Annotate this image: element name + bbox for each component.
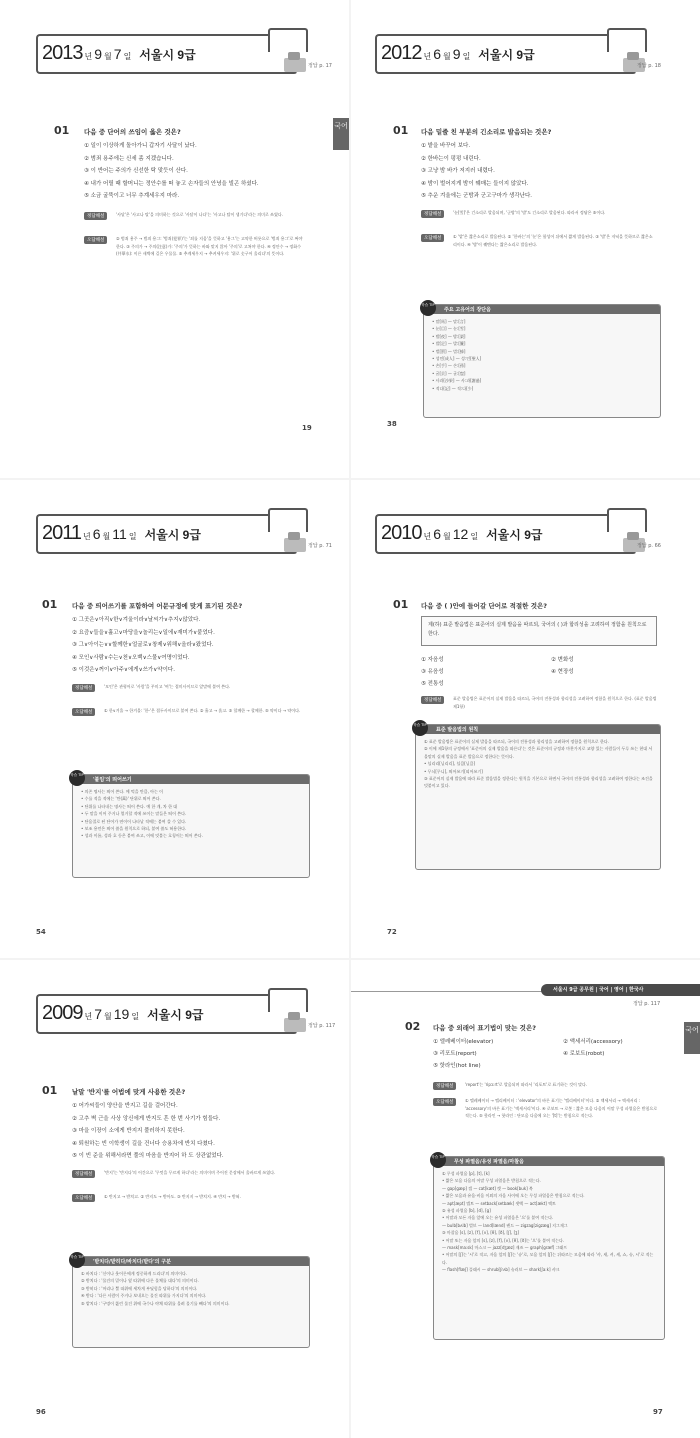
tip-item: — flash[flæʃ] 플래시 — shrub[ʃrʌb] 슈러브 — shark[ʃaːk] 샤크 — [442, 1267, 560, 1273]
page-2009 — [0, 960, 349, 1438]
tip-item: ③ 마찰음 [s], [z], [f], [v], [θ], [ð], [ʃ], [ʒ] — [442, 1230, 519, 1236]
tip-badge: 학습 TIP — [69, 770, 85, 786]
option[interactable]: ④ 내가 어릴 때 할머니는 정안수를 떠 놓고 손자들의 안녕을 빌곤 하셨다. — [84, 180, 259, 187]
tip-item: ① 무성 파열음 [p], [t], [k] — [442, 1171, 490, 1176]
tip-item: • 어말 또는 자음 앞의 [s], [z], [f], [v], [θ], [ð]는 '으'를 붙여 적는다. — [442, 1237, 565, 1243]
option[interactable]: ③ 이 반어는 주의가 신선한 탁 맞듯이 산다. — [84, 168, 188, 174]
tip-box — [423, 304, 661, 418]
wrong-explanation: ① 엘레베이터 → 엘리베이터 : 'elevator'의 바른 표기는 '엘리베이터'이다. ② 액세서리 → 액세서리 : 'accessory'의 바른 표기는 '액세서리'이다. ④ 로보트 → 로봇 : 짧은 모음 다음의 어말 무성 파열음은 받침으로 적는다. ⑤ 핫라인 → 핫라인 : 단모음 다음에 오는 '[t]'는 받침으로 적는다. — [465, 1098, 658, 1118]
page-number: 97 — [653, 1408, 663, 1416]
page-number: 96 — [36, 1408, 46, 1416]
tip-item: • 두 말을 이어 주거나 열거할 적에 쓰이는 말들은 띄어 쓴다. — [81, 811, 187, 817]
option[interactable]: ② 액세서리(accessory) — [563, 1039, 623, 1045]
option[interactable]: ⑤ 핫라인(hot line) — [433, 1063, 481, 1069]
question-stem: 다음 중 외래어 표기법이 맞는 것은? — [433, 1024, 536, 1032]
option[interactable]: ④ 밤이 벌어지게 밤이 꿰매는 들이지 않았다. — [421, 180, 529, 187]
tip-item: • 적다[記] — 적:다[少] — [432, 385, 474, 391]
answer-explanation: '눈[雪]'은 긴소리로 발음되며, '군밤'의 '밤'도 긴소리로 발음된다. 따라서 정답은 ⑤이다. — [453, 210, 606, 215]
tip-item: ② 이에 제1항의 규정에서 '표준어의 실제 발음을 따른다'는 것은 표준어의 규정과 마찬가지로 교양 있는 사람들이 두루 쓰는 현대 서울말의 실제 발음을 표준 발음으로 정한다는 뜻이다. — [424, 746, 653, 759]
wrong-explanation: ② 범죄 용주 → 범죄 용그: '범죄(犯罪)'는 '죄를 지음'을 뜻하고 '용그'는 고약한 버릇으로 '범죄 용그'로 써야 한다. ③ 주의가 → 주의(注意)가: '주의'가 뜻하는 바와 맞지 않아 '주의'로 고쳐야 한다. ④ 정안수 → 정화수(井華水): 이른 새벽에 길은 우물물. ⑤ 추계세우지 → 추켜세우지: '위로 솟구어 올리다'의 뜻이다. — [116, 236, 303, 256]
exam-header — [36, 508, 332, 554]
tip-item: • 발[足] — 발:[簾] — [432, 341, 466, 347]
option[interactable]: ① 일이 이상하게 돌아가니 갑자기 사달이 났다. — [84, 143, 197, 149]
wrong-tag: 오답해설 — [72, 708, 95, 716]
book-icon — [284, 1018, 306, 1032]
tip-item: • 단위를 나타내는 명사는 띄어 쓴다. 예 한 개, 차 한 대 — [81, 803, 178, 809]
option[interactable]: ② 한바는이 펑펑 내린다. — [421, 155, 481, 162]
page-number: 19 — [302, 424, 312, 432]
exam-header — [36, 988, 336, 1034]
tip-item: • 단음절로 된 단어가 연이어 나타날 적에는 붙여 쓸 수 있다. — [81, 818, 187, 824]
exam-title: 2012 년 6 월 9 일 서울시 9급 — [381, 42, 535, 64]
tip-item: • 무늬[무니], 띄어쓰기[띠어쓰기] — [424, 768, 483, 774]
question-number: 01 — [393, 598, 409, 611]
page-number: 72 — [387, 928, 397, 936]
exam-title: 2013 년 9 월 7 일 서울시 9급 — [42, 42, 196, 64]
answer-tag: 정답해설 — [421, 210, 444, 218]
tip-item: ⑤ 밭치다 : '구멍이 뚫린 물건 위에 국수나 야채 따위를 올려 물기를 빼다'의 의미이다. — [81, 1300, 230, 1306]
option[interactable]: ② 요즘∨들을∨흘고∨마당을∨놀리는∨일에∨재미가∨붙었다. — [72, 629, 215, 636]
answer-explanation: 'report'는 'ripɔːrt'로 발음되며 따라서 '리포트'로 표기하는 것이 맞다. — [465, 1082, 588, 1087]
page-2012 — [351, 0, 700, 478]
tip-item: • 수를 적을 적에는 '만(萬)' 단위로 띄어 쓴다. — [81, 796, 161, 802]
option[interactable]: ③ 유음성 — [421, 669, 444, 675]
question-number: 01 — [42, 598, 58, 611]
option[interactable]: ③ 고냥 밤 바가 저지러 내렸다. — [421, 168, 495, 174]
option[interactable]: ① 자음성 — [421, 657, 444, 663]
option[interactable]: ① 어가씨들이 양산을 반지고 길을 걸어간다. — [72, 1103, 178, 1109]
tip-item: • 손[手] — 손:[孫] — [432, 363, 466, 369]
exam-title: 2009 년 7 월 19 일 서울시 9급 — [42, 1002, 204, 1024]
wrong-tag: 오답해설 — [84, 236, 107, 244]
option[interactable]: ① 밭을 바꾸어 보다. — [421, 143, 471, 149]
question-number: 01 — [42, 1084, 58, 1097]
question-number: 01 — [54, 124, 70, 137]
tip-item: ③ 표준어의 실제 발음에 따라 표준 발음법을 정한다는 원칙을 기본으로 하면서 국어의 전통성과 합리성을 고려하여 정한다는 조건을 덧붙이고 있다. — [424, 776, 653, 789]
tip-body — [81, 788, 303, 840]
book-icon — [284, 58, 306, 72]
question-stem: 다음 밑줄 친 부분의 긴소리로 발음되는 것은? — [421, 128, 552, 136]
running-header-text: 서울시 9급 공무원 | 국어 | 영어 | 한국사 — [553, 987, 644, 993]
answer-explanation: '사달'은 '사고나 탈'을 의미하는 것으로 '사달이 나다'는 '사고나 탈이 생기다'라는 의미로 쓰였다. — [116, 212, 284, 217]
wrong-explanation: ① 반지고 → 받치고. ② 반지도 → 받아도. ③ 반지지 → 받치지. ④ 반치 → 받혀. — [104, 1194, 241, 1199]
answer-explanation: '반지'는 '반지다'의 어간으로 '무엇을 무르게 하다'라는 의미이며 주어진 문장에서 올바르게 쓰였다. — [104, 1170, 276, 1175]
option-list — [72, 1100, 224, 1163]
option[interactable]: ① 그곳은∨아직∨한∨겨울이라∨날씨가∨추지∨않았다. — [72, 617, 201, 623]
question-number: 02 — [405, 1020, 421, 1033]
tip-item: • 어말과 모든 자음 앞에 오는 유성 파열음은 '으'를 붙여 적는다. — [442, 1215, 554, 1221]
tip-body — [432, 318, 654, 392]
option[interactable]: ④ 현장성 — [551, 669, 574, 675]
tip-item: • 사과[沙果] — 사:과[謝過] — [432, 378, 482, 384]
tip-item: • 어말의 [ʃ]는 '시'로 적고, 자음 앞의 [ʃ]는 '슈'로, 모음 앞의 [ʃ]는 뒤따르는 모음에 따라 '샤, 섀, 셔, 셰, 쇼, 슈, 시'로 적는다. — [442, 1252, 654, 1265]
answer-tag: 정답해설 — [84, 212, 107, 220]
question-stem: 다음 중 단어의 쓰임이 옳은 것은? — [84, 128, 181, 136]
option[interactable]: ② 범죄 용주에는 신세 좀 지겠습니다. — [84, 155, 174, 162]
answer-tag: 정답해설 — [421, 696, 444, 704]
option[interactable]: ④ 퇴원하는 빈 이학생이 길을 건너다 승용차에 반치 다쳤다. — [72, 1140, 215, 1147]
answer-tag: 정답해설 — [72, 1170, 95, 1178]
tip-item: • 벌[罰] — 벌:[蜂] — [432, 348, 466, 354]
page-2013 — [0, 0, 349, 478]
subject-side-tab: 국어 — [684, 1022, 700, 1054]
page-2010 — [351, 480, 700, 958]
option[interactable]: ⑤ 추운 겨울에는 군밤과 군고구마가 생각난다. — [421, 193, 533, 199]
tip-item: — mask[maːsk] 마스크 — jazz[dʒæz] 재즈 — graph[græf] 그래프 — [442, 1245, 568, 1251]
exam-title: 2011 년 6 월 11 일 서울시 9급 — [42, 522, 201, 544]
tip-badge: 학습 TIP — [412, 720, 428, 736]
option-list — [421, 654, 681, 690]
answer-ref: 정답 p. 66 — [637, 543, 661, 549]
question-stem: 낱말 '반지'를 어법에 맞게 사용한 것은? — [72, 1088, 186, 1096]
tip-item: • 말[馬] — 말:[言] — [432, 319, 466, 324]
option[interactable]: ② 변화성 — [551, 657, 574, 663]
answer-ref: 정답 p. 71 — [308, 543, 332, 549]
tip-item: • 짧은 모음과 유음·비음 이외의 자음 사이에 오는 무성 파열음은 받침으로 적는다. — [442, 1193, 585, 1199]
tip-item: ② 받치다 : '물건의 밑이나 옆 따위에 다른 물체를 대다'의 의미이다. — [81, 1278, 199, 1284]
tip-item: ① 바치다 : '신이나 웃어른에게 정중하게 드리다'의 의미이다. — [81, 1271, 188, 1276]
page-2011 — [0, 480, 349, 958]
option[interactable]: ④ 로보트(robot) — [563, 1051, 605, 1057]
option-list — [421, 140, 532, 203]
tip-title: '받치다/받히다/바치다/받다'의 구분 — [93, 1259, 171, 1265]
wrong-tag: 오답해설 — [421, 234, 444, 242]
option[interactable]: ⑤ 이 빈 준을 위해서라면 풀의 마음을 반지어 하 도 상관없었다. — [72, 1153, 224, 1159]
tip-item: — apt[æpt] 앱트 — setback[setbæk] 셋백 — act[ækt] 액트 — [442, 1200, 556, 1206]
answer-tag: 정답해설 — [72, 684, 95, 692]
wrong-explanation: ① 한∨겨울 → 한겨울: '한-'은 접두사이므로 붙여 쓴다. ② 흘고 → 흙고. ③ 할께한 → 할께한. ⑤ 약이다 → 약이다. — [104, 708, 301, 713]
subject-side-tab: 국어 — [333, 118, 349, 150]
tip-title: '붙임'의 띄어쓰기 — [93, 777, 132, 783]
page-number: 38 — [387, 420, 397, 428]
tip-item: • 성과 이름, 성과 호 등은 붙여 쓰고, 이에 덧붙는 호칭어는 띄어 쓴다. — [81, 833, 203, 839]
tip-title: 주요 고유어의 장단음 — [444, 307, 491, 313]
tip-item: • 짧은 모음 다음의 어말 무성 파열음은 받침으로 적는다. — [442, 1178, 541, 1184]
tip-item: — gap[gæp] 갭 — cat[kæt] 캣 — book[buk] 북 — [442, 1185, 533, 1191]
option[interactable]: ② 고추 벽 근을 사상 앙신에게 반지도 흔 한 번 사기가 힘들다. — [72, 1115, 221, 1122]
option[interactable]: ④ 모인∨사람∨수는∨천∨오백∨스물∨여명이었다. — [72, 654, 190, 661]
option[interactable]: ③ 리포트(report) — [433, 1051, 477, 1057]
option[interactable]: ⑤ 이것은∨꺼이∨아주∨에게∨쓰가∨약이다. — [72, 667, 175, 673]
tip-body — [442, 1170, 658, 1274]
tip-item: • 늴리리[닐리리], 늴큼[닐큼] — [424, 761, 476, 767]
question-stem: 다음 중 띄어쓰기를 포함하여 어문규정에 맞게 표기된 것은? — [72, 602, 243, 610]
tip-box — [433, 1156, 665, 1340]
page-number: 54 — [36, 928, 46, 936]
option[interactable]: ① 엘레베이터(elevator) — [433, 1039, 494, 1045]
option[interactable]: ⑤ 전통성 — [421, 681, 444, 687]
wrong-tag: 오답해설 — [72, 1194, 95, 1202]
question-number: 01 — [393, 124, 409, 137]
tip-item: • 보조 용언은 띄어 씀을 원칙으로 하되, 붙여 씀도 허용한다. — [81, 826, 187, 832]
tip-box — [72, 774, 310, 878]
option[interactable]: ⑤ 소금 굴뚝이고 너무 추계세우지 마라. — [84, 193, 180, 199]
tip-badge: 학습 TIP — [420, 300, 436, 316]
tip-item: • 눈[目] — 눈:[雪] — [432, 326, 466, 332]
tip-title: 표준 발음법의 원칙 — [436, 727, 479, 733]
question-passage-box: 제(하) 표준 발음법은 표준어의 실제 발음을 따르되, 국어의 ( )과 합리성을 고려하여 정함을 원칙으로 한다. — [421, 616, 657, 646]
exam-header — [36, 28, 332, 74]
option-list — [84, 140, 259, 203]
tip-item: ③ 받히다 : '머리나 뿔 따위에 세차게 부딪힘을 당하다'의 의미이다. — [81, 1285, 198, 1291]
tip-item: • 밤[夜] — 밤:[栗] — [432, 333, 466, 339]
tip-item: ② 유성 파열음 [b], [d], [g] — [442, 1208, 491, 1214]
answer-tag: 정답해설 — [433, 1082, 456, 1090]
answer-ref: 정답 p. 117 — [308, 1023, 336, 1029]
option[interactable]: ③ 마을 이장이 소에게 반지지 풀러하지 못한다. — [72, 1128, 185, 1134]
question-stem: 다음 중 ( )안에 들어갈 단어로 적절한 것은? — [421, 602, 548, 610]
tip-body — [81, 1270, 303, 1307]
answer-explanation: '모인'은 관형어로 '사람'을 꾸미고 '여'는 접미사이므로 앞말에 붙여 쓴다. — [104, 684, 231, 689]
answer-ref: 정답 p. 18 — [637, 63, 661, 69]
tip-title: 무성 파열음/유성 파열음/마찰음 — [454, 1159, 524, 1165]
tip-item: • 굴[貝] — 굴:[窟] — [432, 370, 466, 376]
tip-item: ① 표준 발음법은 표준어의 실제 발음을 따르되, 국어의 전통성과 합리성을 고려하여 정함을 원칙으로 한다. — [424, 739, 609, 744]
exam-title: 2010 년 6 월 12 일 서울시 9급 — [381, 522, 543, 544]
tip-box — [72, 1256, 310, 1348]
answer-explanation: 표준 발음법은 표준어의 실제 발음을 따르되, 국어의 전통성과 합리성을 고려하여 정함을 원칙으로 한다. (표준 발음법 제1항) — [453, 696, 657, 709]
tip-badge: 학습 TIP — [69, 1252, 85, 1268]
page-2009-continued — [351, 960, 700, 1438]
option-list — [72, 614, 215, 677]
tip-item: ④ 받다 : '다른 사람이 주거나 보내오는 물건 따위를 가지다'의 의미이다. — [81, 1293, 207, 1299]
option-list — [433, 1036, 693, 1072]
tip-body — [424, 738, 654, 790]
exam-header — [375, 28, 661, 74]
tip-item: — bulb[bʌlb] 벌브 — land[lænd] 랜드 — zigzag[zigzæg] 지그재그 — [442, 1222, 568, 1228]
answer-ref: 정답 p. 117 — [633, 1001, 661, 1007]
tip-badge: 학습 TIP — [430, 1152, 446, 1168]
wrong-explanation: ① '밭'은 짧은소리로 발음된다. ② '한바는'의 '눈'은 합성어 뒤에서 짧게 발음된다. ③ '밤'은 저녁을 뜻하므로 짧은소리이다. ④ '밤'이 꿰맨다는 짧은소리로 발음된다. — [453, 234, 653, 247]
tip-box — [415, 724, 661, 870]
book-icon — [284, 538, 306, 552]
answer-ref: 정답 p. 17 — [308, 63, 332, 69]
tip-item: • 성인[成人] — 성:인[聖人] — [432, 356, 482, 362]
wrong-tag: 오답해설 — [433, 1098, 456, 1106]
exam-header — [375, 508, 661, 554]
tip-item: • 의존 명사는 띄어 쓴다. 예 먹을 만큼, 아는 이 — [81, 789, 164, 794]
option[interactable]: ③ 그∨아이는∨∨할께한∨얼굴로∨창제∨위해∨올라∨왔었다. — [72, 642, 214, 648]
